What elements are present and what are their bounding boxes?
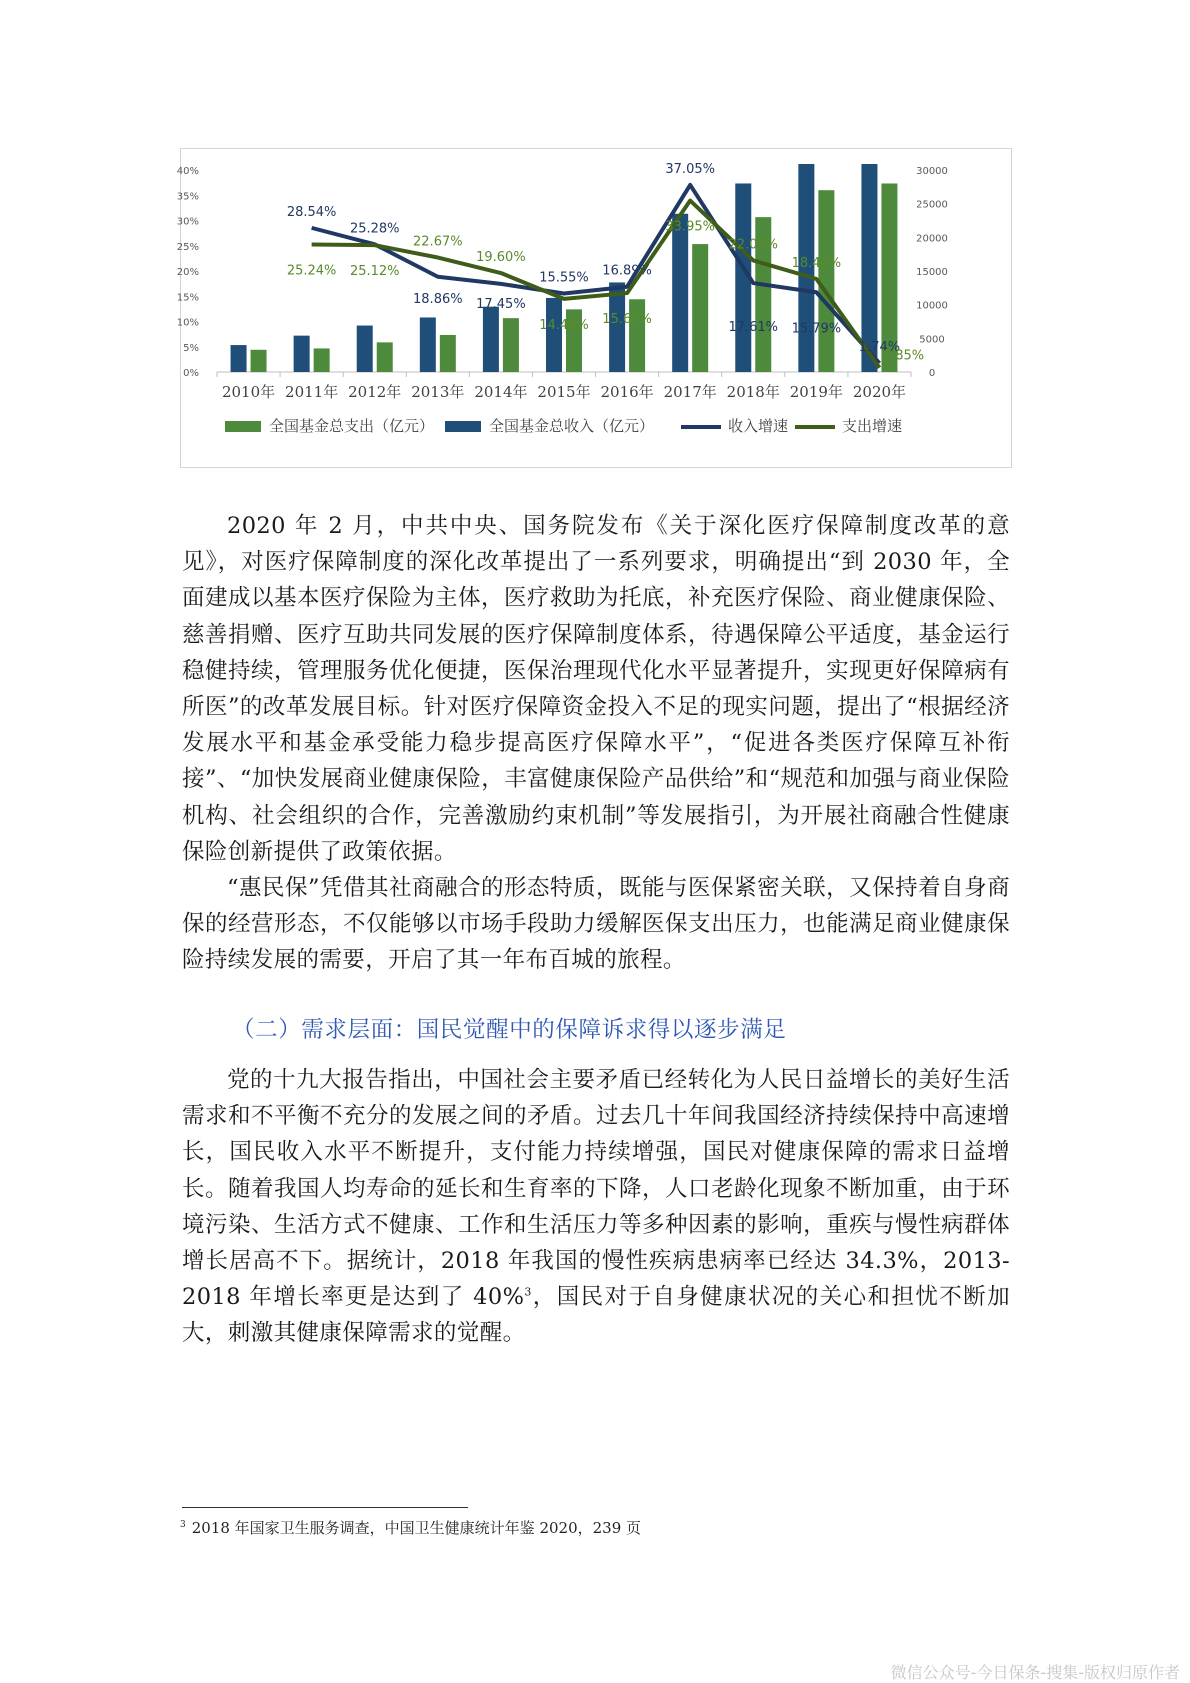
right-axis-tick-label: 30000	[916, 166, 948, 177]
category-label: 2019年	[789, 383, 843, 401]
legend-label-income: 全国基金总收入（亿元）	[489, 417, 655, 435]
paragraph-policy: 2020 年 2 月，中共中央、国务院发布《关于深化医疗保障制度改革的意见》，对医疗保障制度的深化改革提出了一系列要求，明确提出“到 2030 年，全面建成以基本医疗保险为主体，医疗救助为托底，补充医疗保险、商业健康保险、慈善捐赠、医疗互助共同发展的医疗保障制度体系，待遇保障公平适度，基金运行稳健持续，管理服务优化便捷，医保治理现代化水平显著提升，实现更好保障病有所医”的改革发展目标。针对医疗保障资金投入不足的现实问题，提出了“根据经济发展水平和基金承受能力稳步提高医疗保障水平”，“促进各类医疗保障互补衔接”、“加快发展商业健康保险，丰富健康保险产品供给”和“规范和加强与商业保险机构、社会组织的合作，完善激励约束机制”等发展指引，为开展社商融合性健康保险创新提供了政策依据。	[182, 513, 1010, 865]
expenditure-bar	[629, 299, 645, 372]
combo-chart	[176, 149, 1013, 469]
expenditure-bar	[818, 190, 834, 372]
category-label: 2018年	[726, 383, 780, 401]
demand-section	[182, 1062, 1010, 1352]
expenditure-growth-label: 19.60%	[476, 250, 526, 266]
income-growth-label: 37.05%	[665, 161, 715, 177]
left-axis-tick-label: 15%	[176, 292, 199, 304]
income-bar	[672, 214, 688, 372]
left-axis-tick-label: 5%	[183, 342, 199, 354]
watermark: 微信公众号-今日保条-搜集-版权归原作者	[890, 1663, 1180, 1682]
category-label: 2017年	[663, 383, 717, 401]
income-bar	[420, 317, 436, 372]
expenditure-growth-label: 15.63%	[602, 312, 652, 328]
expenditure-bar	[440, 335, 456, 372]
right-axis-tick-label: 0	[928, 368, 936, 379]
left-axis-tick-label: 25%	[176, 241, 199, 253]
expenditure-growth-label: 22.67%	[413, 234, 463, 250]
expenditure-growth-label: 25.24%	[286, 263, 337, 279]
paragraph-demand-tail: ，国民对于自身健康状况的关心和担忧不断加大，刺激其健康保障需求的觉醒。	[182, 1284, 1010, 1347]
legend-swatch-expenditure	[225, 421, 261, 432]
expenditure-bar	[692, 244, 708, 372]
right-axis-tick-label: 5000	[919, 334, 945, 346]
income-growth-label: 15.79%	[791, 321, 842, 337]
footnote-divider	[182, 1507, 468, 1508]
right-axis-tick-label: 15000	[916, 267, 948, 278]
income-growth-label: 17.45%	[476, 296, 526, 312]
income-bar	[546, 298, 562, 372]
category-label: 2012年	[348, 383, 402, 401]
income-growth-label: 1.74%	[858, 340, 901, 356]
category-label: 2010年	[221, 383, 276, 401]
income-bar	[483, 307, 499, 372]
expenditure-bar	[377, 342, 393, 372]
paragraph-demand-text: 党的十九大报告指出，中国社会主要矛盾已经转化为人民日益增长的美好生活需求和不平衡不充分的发展之间的矛盾。过去几十年间我国经济持续保持中高速增长，国民收入水平不断提升，支付能力持续增强，国民对健康保障的需求日益增长。随着我国人均寿命的延长和生育率的下降，人口老龄化现象不断加重，由于环境污染、生活方式不健康、工作和生活压力等多种因素的影响，重疾与慢性病群体增长居高不下。据统计，2018 年我国的慢性疾病患病率已经达 34.3%，2013-2018 年增长率更是达到了 40%	[182, 1067, 1010, 1311]
expenditure-growth-label: 33.95%	[665, 219, 715, 235]
category-label: 2014年	[474, 383, 528, 401]
category-label: 2011年	[285, 383, 339, 401]
left-axis-tick-label: 10%	[176, 317, 199, 329]
expenditure-bar	[251, 350, 267, 372]
right-axis-tick-label: 10000	[916, 300, 948, 312]
section-heading: （二）需求层面：国民觉醒中的保障诉求得以逐步满足	[232, 1017, 787, 1043]
legend-swatch-income	[445, 421, 481, 432]
category-label: 2015年	[537, 383, 591, 401]
income-growth-label: 25.28%	[349, 221, 400, 237]
footnote-ref[interactable]: 3	[524, 1285, 532, 1299]
expenditure-growth-label: 18.44%	[791, 255, 842, 271]
footnote-marker: 3	[180, 1520, 186, 1530]
expenditure-growth-label: 25.12%	[349, 264, 400, 280]
paragraph-huiminbao: “惠民保”凭借其社商融合的形态特质，既能与医保紧密关联，又保持着自身商保的经营形态，不仅能够以市场手段助力缓解医保支出压力，也能满足商业健康保险持续发展的需要，开启了其一年布百城的旅程。	[182, 875, 1010, 974]
left-axis-tick-label: 0%	[183, 368, 199, 379]
income-growth-label: 17.61%	[728, 320, 779, 336]
income-growth-label: 16.89%	[602, 263, 652, 279]
income-growth-label: 28.54%	[286, 204, 337, 220]
left-axis-tick-label: 30%	[176, 216, 199, 228]
footnote	[180, 1517, 641, 1538]
expenditure-bar	[503, 318, 519, 372]
category-label: 2020年	[852, 383, 907, 401]
income-bar	[231, 345, 247, 372]
right-axis-tick-label: 25000	[916, 199, 948, 211]
income-bar	[357, 326, 373, 372]
category-label: 2013年	[411, 383, 465, 401]
income-growth-label: 18.86%	[413, 291, 463, 307]
legend-label-expenditure-growth: 支出增速	[842, 417, 903, 435]
expenditure-bar	[314, 348, 330, 372]
chart-frame	[176, 148, 1012, 468]
policy-section	[182, 508, 1010, 979]
paragraph-demand	[182, 1062, 1010, 1352]
income-bar	[294, 336, 310, 372]
expenditure-growth-label: 0.85%	[882, 348, 925, 364]
legend-label-expenditure: 全国基金总支出（亿元）	[269, 417, 435, 435]
left-axis-tick-label: 40%	[176, 166, 199, 177]
legend-label-income-growth: 收入增速	[728, 417, 789, 435]
left-axis-tick-label: 35%	[176, 191, 199, 203]
income-growth-label: 15.55%	[539, 270, 589, 286]
expenditure-growth-label: 14.48%	[539, 317, 589, 333]
footnote-text: 2018 年国家卫生服务调查，中国卫生健康统计年鉴 2020，239 页	[191, 1519, 642, 1537]
right-axis-tick-label: 20000	[916, 233, 948, 245]
category-label: 2016年	[600, 383, 654, 401]
expenditure-growth-label: 22.09%	[728, 237, 779, 253]
left-axis-tick-label: 20%	[176, 267, 199, 278]
